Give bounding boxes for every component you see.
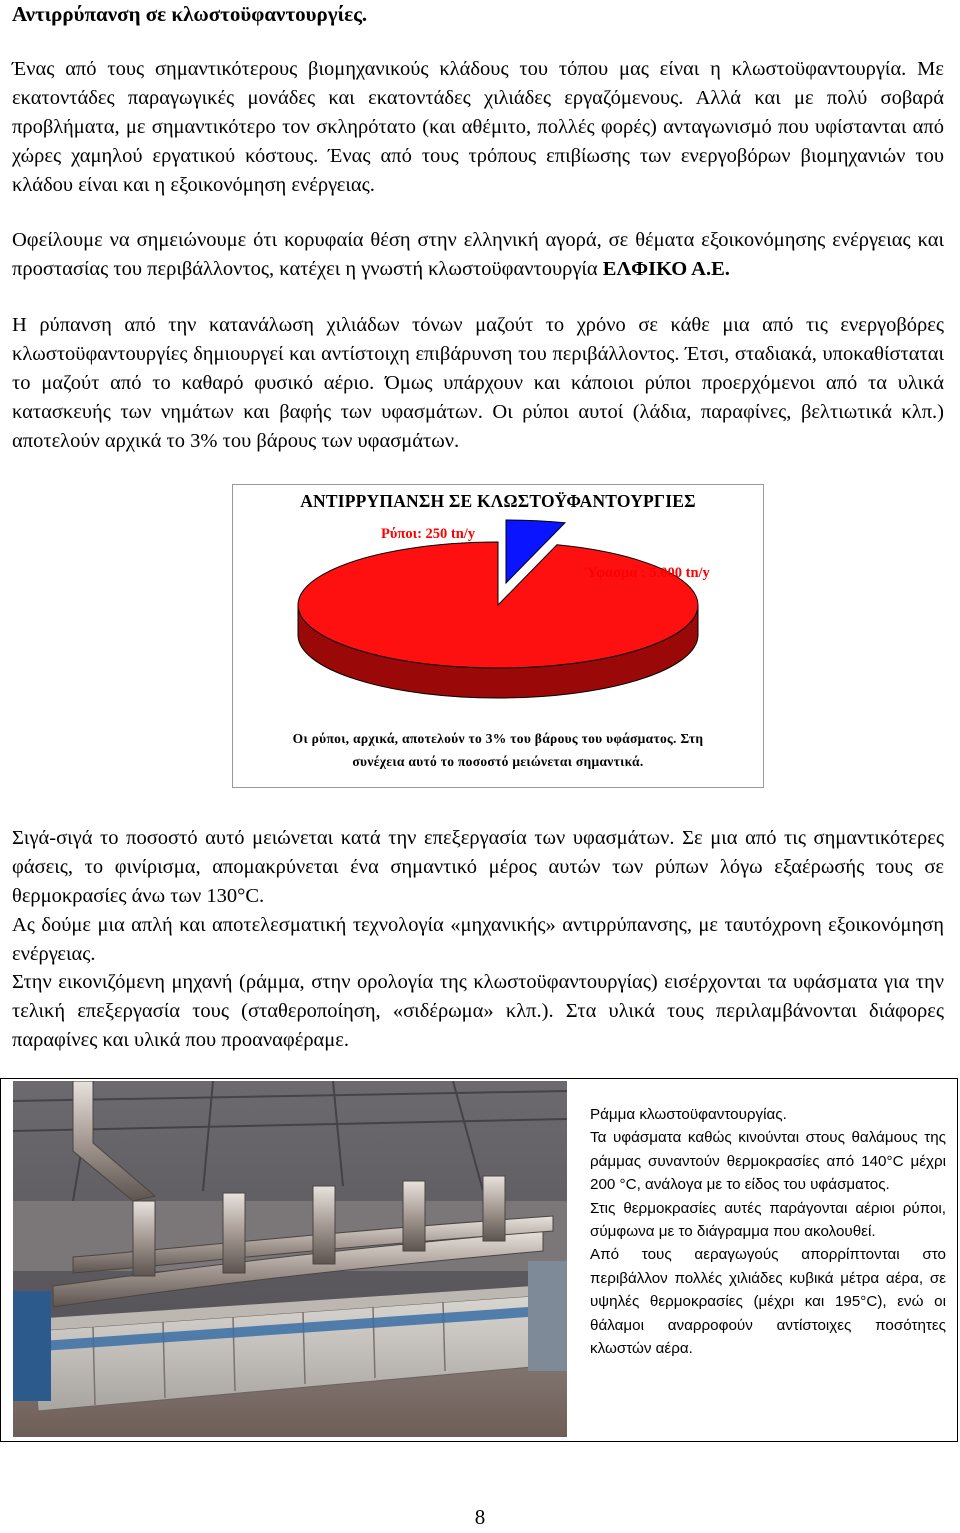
chart-caption-line-2: συνέχεια αυτό το ποσοστό μειώνεται σημαντικά. xyxy=(352,754,644,769)
intro-paragraph-1: Ένας από τους σημαντικότερους βιομηχανικούς κλάδους του τόπου μας είναι η κλωστοϋφαντουργία. Με εκατοντάδες παραγωγικές μονάδες και εκατοντάδες χιλιάδες εργαζόμενους. Αλλά και με πολύ σοβαρά προβλήματα, με σημαντικότερο τον σκληρότατο (και αθέμιτο, πολλές φορές) ανταγωνισμό που υφίστανται από χώρες χαμηλού εργατικού κόστους. Ένας από τους τρόπους επιβίωσης των ενεργοβόρων βιομηχανιών του κλάδου είναι και η εξοικονόμηση ενέργειας. xyxy=(12,58,944,196)
pie-chart-figure xyxy=(232,484,764,788)
photo-caption-paragraph-2: Στις θερμοκρασίες αυτές παράγονται αέριοι ρύποι, σύμφωνα με το διάγραμμα που ακολουθεί. xyxy=(590,1199,946,1241)
stenter-machine-photo xyxy=(13,1081,567,1437)
body-paragraph-1: Σιγά-σιγά το ποσοστό αυτό μειώνεται κατά την επεξεργασία των υφασμάτων. Σε μια από τις σημαντικότερες φάσεις, το φινίρισμα, απομακρύνεται ένα σημαντικό μέρος αυτών των ρύπων λόγω εξαέρωσής τους σε θερμοκρασίες άνω των 130°C. xyxy=(12,827,944,907)
photo-figure xyxy=(0,1078,958,1442)
photo-caption xyxy=(590,1103,946,1360)
page-number: 8 xyxy=(474,1505,486,1529)
pie-chart-svg xyxy=(233,485,763,725)
chart-title: ΑΝΤΙΡΡΥΠΑΝΣΗ ΣΕ ΚΛΩΣΤΟΫΦΑΝΤΟΥΡΓΙΕΣ xyxy=(300,491,696,511)
slice-label-pollutants: Ρύποι: 250 tn/y xyxy=(381,526,476,542)
intro-paragraph-2 xyxy=(12,226,944,284)
slice-label-fabric: Ύφασμα : 5.000 tn/y xyxy=(585,565,710,581)
company-name: ΕΛΦΙΚΟ Α.Ε. xyxy=(602,258,730,280)
photo-caption-paragraph-3: Από τους αεραγωγούς απορρίπτονται στο περιβάλλον πολλές χιλιάδες κυβικά μέτρα αέρα, σε υψηλές θερμοκρασίες (μέχρι και 195°C), ενώ οι θάλαμοι αναρροφούν αντίστοιχες ποσότητες κλωστών αέρα. xyxy=(590,1246,946,1358)
photo-caption-paragraph-1: Τα υφάσματα καθώς κινούνται στους θαλάμους της ράμμας συναντούν θερμοκρασίες από 140°C μέχρι 200 °C, ανάλογα με το είδος του υφάσματος. xyxy=(590,1129,946,1194)
intro-paragraph-2-text: Οφείλουμε να σημειώνουμε ότι κορυφαία θέση στην ελληνική αγορά, σε θέματα εξοικονόμησης ενέργειας και προστασίας του περιβάλλοντος, κατέχει η γνωστή κλωστοϋφαντουργία xyxy=(12,229,944,280)
body-paragraph-3: Στην εικονιζόμενη μηχανή (ράμμα, στην ορολογία της κλωστοϋφαντουργίας) εισέρχονται τα υφάσματα για την τελική επεξεργασία τους (σταθεροποίηση, «σιδέρωμα» κλπ.). Στα υλικά τους περιλαμβάνονται διάφορες παραφίνες και υλικά που προαναφέραμε. xyxy=(12,971,944,1051)
chart-caption-line-1: Οι ρύποι, αρχικά, αποτελούν το 3% του βάρους του υφάσματος. Στη xyxy=(292,731,704,746)
photo-caption-title: Ράμμα κλωστοϋφαντουργίας. xyxy=(590,1106,787,1123)
page-title: Αντιρρύπανση σε κλωστοϋφαντουργίες. xyxy=(12,2,368,26)
pie-slice-fabric xyxy=(298,542,698,668)
body-paragraph-2: Ας δούμε μια απλή και αποτελεσματική τεχνολογία «μηχανικής» αντιρρύπανσης, με ταυτόχρονη εξοικονόμηση ενέργειας. xyxy=(12,914,944,965)
intro-paragraph-3: Η ρύπανση από την κατανάλωση χιλιάδων τόνων μαζούτ το χρόνο σε κάθε μια από τις ενεργοβόρες κλωστοϋφαντουργίες δημιουργεί και αντίστοιχη επιβάρυνση του περιβάλλοντος. Έτσι, σταδιακά, υποκαθίσταται το μαζούτ από το καθαρό φυσικό αέριο. Όμως υπάρχουν και κάποιοι ρύποι προερχόμενοι από τα υλικά κατασκευής των νημάτων και βαφής των υφασμάτων. Οι ρύποι αυτοί (λάδια, παραφίνες, βελτιωτικά κλπ.) αποτελούν αρχικά το 3% του βάρους των υφασμάτων. xyxy=(12,314,944,452)
chart-caption xyxy=(243,727,753,773)
